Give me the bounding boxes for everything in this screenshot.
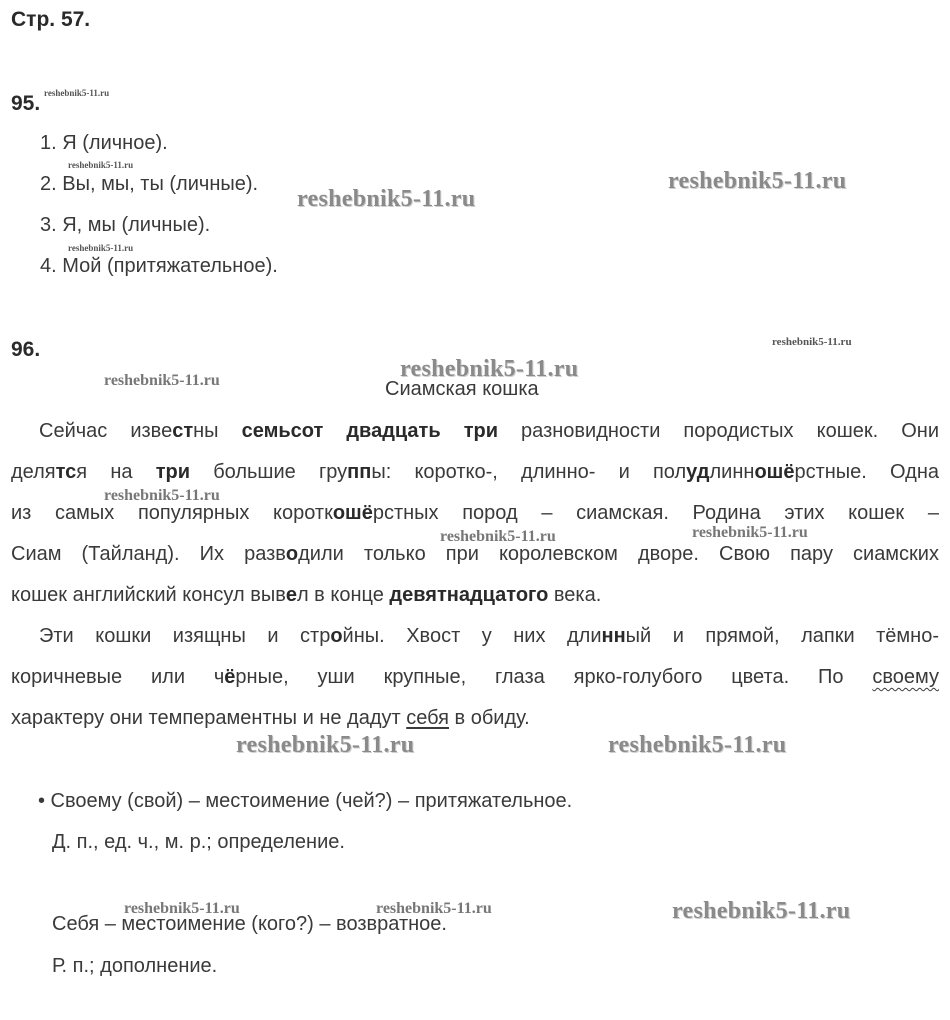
watermark: reshebnik5-11.ru [124, 900, 240, 917]
paragraph-2-line-1: Эти кошки изящны и стройны. Хвост у них длинный и прямой, лапки тёмно- [39, 625, 940, 647]
watermark: reshebnik5-11.ru [104, 487, 220, 504]
analysis-svoemu: • Своему (свой) – местоимение (чей?) – притяжательное. [38, 790, 573, 812]
watermark: reshebnik5-11.ru [608, 732, 787, 758]
watermark: reshebnik5-11.ru [236, 732, 415, 758]
watermark: reshebnik5-11.ru [44, 88, 110, 98]
watermark: reshebnik5-11.ru [400, 356, 579, 382]
watermark: reshebnik5-11.ru [772, 336, 852, 348]
exercise-96-number: 96. [11, 338, 41, 361]
word-svoemu-wavy-underline: своему [872, 666, 939, 688]
paragraph-2-line-3: характеру они темпераментны и не дадут себя в обиду. [11, 707, 530, 729]
watermark: reshebnik5-11.ru [672, 898, 851, 924]
watermark: reshebnik5-11.ru [68, 160, 134, 170]
paragraph-1-line-2: делятся на три большие группы: коротко-, длинно- и полудлинношёрстные. Одна [11, 461, 939, 483]
watermark: reshebnik5-11.ru [376, 900, 492, 917]
analysis-sebya: Себя – местоимение (кого?) – возвратное. [52, 913, 447, 935]
watermark: reshebnik5-11.ru [104, 372, 220, 389]
word-sebya-underline: себя [406, 707, 449, 729]
exercise-95-item-4: 4. Мой (притяжательное). [40, 255, 278, 277]
text-title: Сиамская кошка [385, 378, 539, 400]
paragraph-1-line-4: Сиам (Тайланд). Их разводили только при королевском дворе. Свою пару сиамских [11, 543, 939, 565]
watermark: reshebnik5-11.ru [440, 528, 556, 545]
page-number-header: Стр. 57. [11, 8, 91, 31]
paragraph-1-line-5: кошек английский консул вывел в конце девятнадцатого века. [11, 584, 602, 606]
analysis-svoemu-properties: Д. п., ед. ч., м. р.; определение. [52, 831, 345, 853]
watermark: reshebnik5-11.ru [668, 168, 847, 194]
watermark: reshebnik5-11.ru [692, 524, 808, 541]
analysis-sebya-properties: Р. п.; дополнение. [52, 955, 218, 977]
paragraph-1-line-1: Сейчас известны семьсот двадцать три разновидности породистых кошек. Они [39, 420, 939, 442]
paragraph-2-line-2: коричневые или чёрные, уши крупные, глаза ярко-голубого цвета. По своему [11, 666, 939, 688]
exercise-95-item-2: 2. Вы, мы, ты (личные). [40, 173, 259, 195]
exercise-95-item-3: 3. Я, мы (личные). [40, 214, 211, 236]
exercise-95-number: 95. [11, 92, 41, 115]
watermark: reshebnik5-11.ru [68, 243, 134, 253]
watermark: reshebnik5-11.ru [297, 186, 476, 212]
exercise-95-item-1: 1. Я (личное). [40, 132, 168, 154]
paragraph-1-line-3: из самых популярных короткошёрстных пород – сиамская. Родина этих кошек – [11, 502, 939, 524]
